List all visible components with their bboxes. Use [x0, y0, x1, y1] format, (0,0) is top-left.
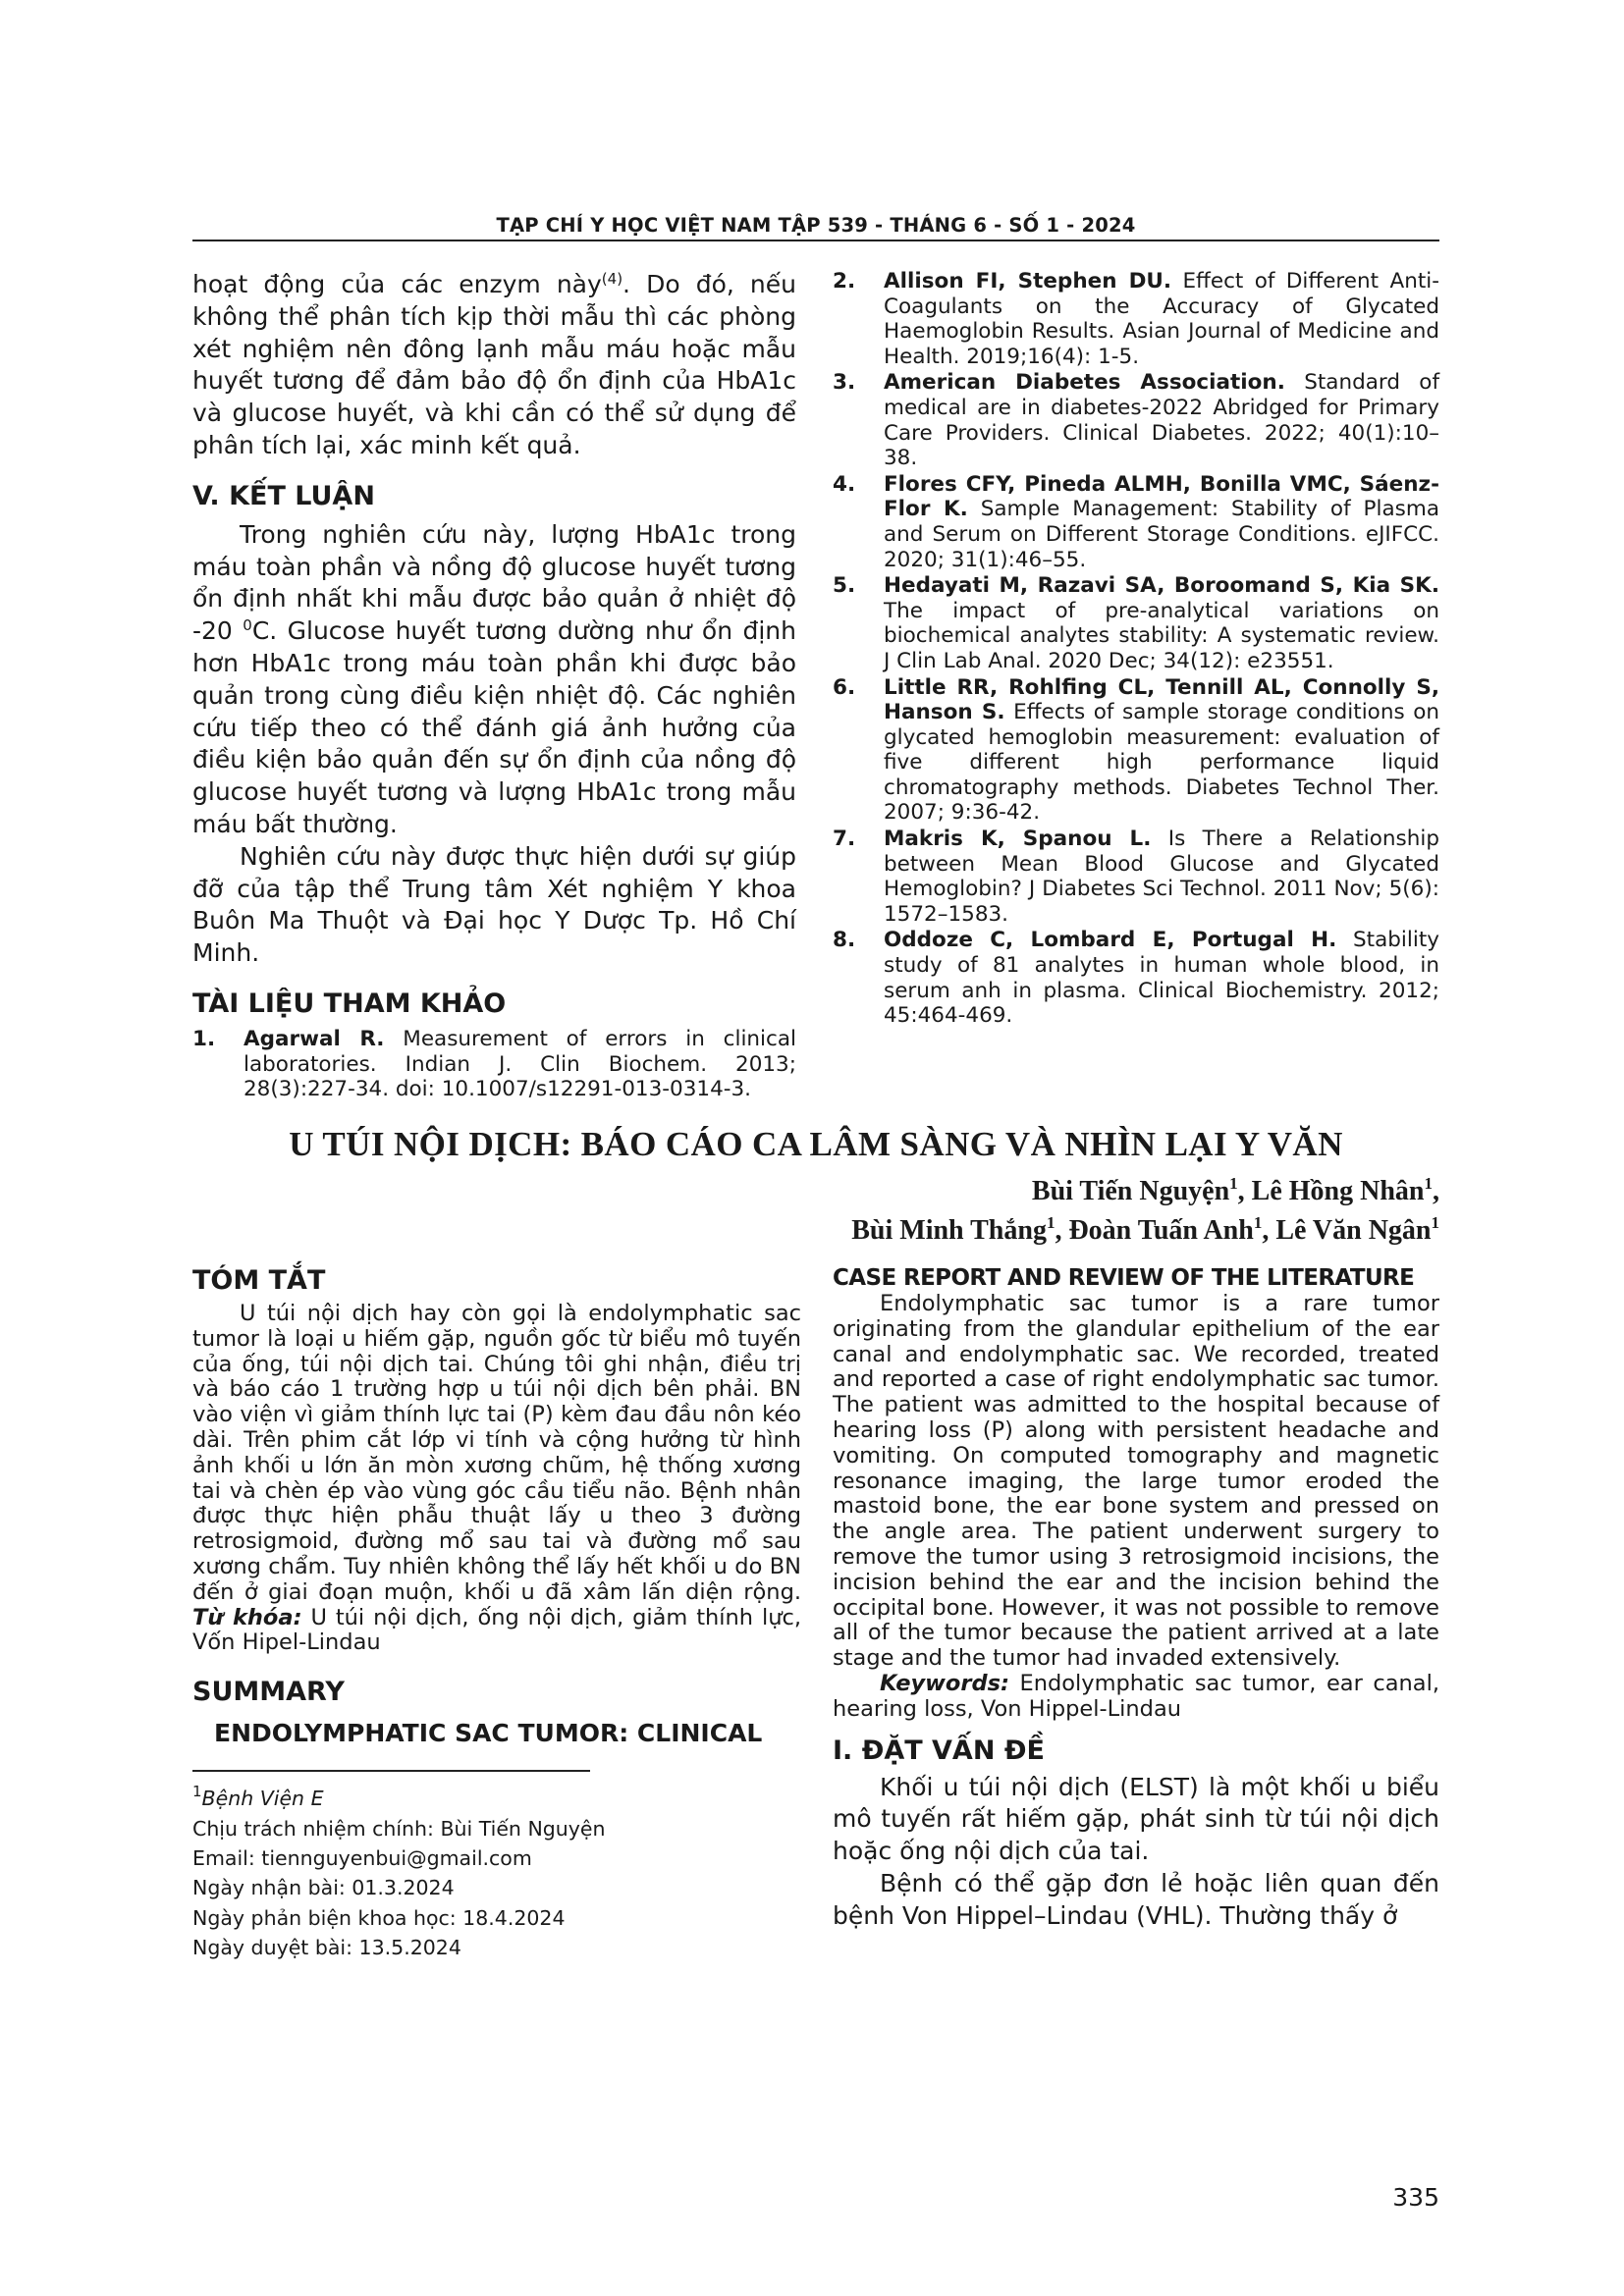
right-column-top — [833, 269, 1439, 1030]
authors-line-1 — [491, 1172, 1439, 1211]
references-heading: TÀI LIỆU THAM KHẢO — [192, 988, 507, 1019]
author-affiliation-mark: 1 — [1046, 1213, 1056, 1232]
reference-text: Effect of Different Anti-Coagulants on the Accuracy of Glycated Haemoglobin Results. Asian Journal of Medicine and Health. 2019;16(4): 1-5. — [884, 269, 1439, 369]
author-separator: , — [1055, 1215, 1069, 1246]
keywords-label: Từ khóa: — [192, 1604, 302, 1630]
page-number: 335 — [1392, 2183, 1439, 2212]
author-affiliation-mark: 1 — [1229, 1174, 1238, 1193]
author-affiliation-mark: 1 — [1253, 1213, 1263, 1232]
header-rule — [192, 240, 1439, 241]
author-name: Đoàn Tuấn Anh — [1068, 1215, 1254, 1246]
reference-item — [833, 827, 1439, 927]
reference-item — [833, 928, 1439, 1028]
keywords-label: Keywords: — [880, 1670, 1009, 1696]
footnote-received: Ngày nhận bài: 01.3.2024 — [192, 1876, 455, 1900]
left-column-top — [192, 269, 796, 1103]
affiliation-text: Bệnh Viện E — [201, 1787, 324, 1811]
reference-item — [833, 370, 1439, 470]
reference-authors: Makris K, Spanou L. — [884, 827, 1152, 852]
reference-text: Sample Management: Stability of Plasma and Serum on Different Storage Conditions. eJIFCC. 2020; 31(1):46–55. — [884, 497, 1439, 572]
conclusion-paragraph-1 — [192, 519, 796, 841]
introduction-paragraph-1: Khối u túi nội dịch (ELST) là một khối u biểu mô tuyến rất hiếm gặp, phát sinh từ túi nội dịch hoặc ống nội dịch của tai. — [833, 1772, 1439, 1866]
footnote-approved: Ngày duyệt bài: 13.5.2024 — [192, 1936, 461, 1960]
author-affiliation-mark: 1 — [1424, 1174, 1433, 1193]
left-column-bottom — [192, 1264, 801, 1963]
author-name: Lê Hồng Nhân — [1251, 1176, 1425, 1206]
abstract-text — [192, 1302, 801, 1656]
reference-authors: Little RR, Rohlfing CL, Tennill AL, Connolly S, Hanson S. — [884, 674, 1439, 725]
reference-text: Is There a Relationship between Mean Blood Glucose and Glycated Hemoglobin? J Diabetes Sci Technol. 2011 Nov; 5(6): 1572–1583. — [884, 827, 1439, 927]
reference-authors: Oddoze C, Lombard E, Portugal H. — [884, 928, 1337, 953]
summary-heading: SUMMARY — [192, 1677, 345, 1708]
reference-text: Measurement of errors in clinical laboratories. Indian J. Clin Biochem. 2013; 28(3):227-34. doi: 10.1007/s12291-013-0314-3. — [244, 1026, 796, 1102]
reference-authors: Agarwal R. — [244, 1026, 385, 1051]
summary-subtitle-continued: CASE REPORT AND REVIEW OF THE LITERATURE — [833, 1265, 1415, 1291]
author-separator: , — [1262, 1215, 1276, 1246]
summary-body: Endolymphatic sac tumor is a rare tumor originating from the glandular epithelium of the ear canal and endolymphatic sac. We recorded, treated and reported a case of right endolymphatic sac tumor. The patient was admitted to the hospital because of hearing loss (P) along with persistent headache and vomiting. On computed tomography and magnetic resonance imaging, the large tumor eroded the mastoid bone, the ear bone system and pressed on the angle area. The patient underwent surgery to remove the tumor using 3 retrosigmoid incisions, the incision behind the ear and the incision behind the occipital bone. However, it was not possible to remove all of the tumor because the patient arrived at a late stage and the tumor had invaded extensively. — [833, 1291, 1439, 1672]
conclusion-paragraph-2: Nghiên cứu này được thực hiện dưới sự giúp đỡ của tập thể Trung tâm Xét nghiệm Y khoa Buôn Ma Thuột và Đại học Y Dược Tp. Hồ Chí Minh. — [192, 841, 796, 968]
footnote-email: Email: tiennguyenbui@gmail.com — [192, 1845, 532, 1870]
reference-item — [833, 269, 1439, 369]
author-name: Bùi Minh Thắng — [851, 1215, 1047, 1246]
affiliation-mark: 1 — [192, 1783, 202, 1801]
para-text: . Do đó, nếu không thể phân tích kịp thời mẫu thì các phòng xét nghiệm nên đông lạnh mẫu máu hoặc mẫu huyết tương để đảm bảo độ ổn định của HbA1c và glucose huyết, và khi cần có thể sử dụng để phân tích lại, xác minh kết quả. — [192, 270, 797, 459]
right-column-bottom — [833, 1264, 1439, 1933]
keywords-list: U túi nội dịch, ống nội dịch, giảm thính lực, Vốn Hipel-Lindau — [192, 1604, 801, 1656]
para-text: hoạt động của các enzym này — [192, 270, 602, 298]
reference-authors: American Diabetes Association. — [884, 370, 1285, 396]
reference-number: 3. — [833, 370, 856, 396]
author-name: Lê Văn Ngân — [1275, 1215, 1432, 1246]
continued-paragraph — [192, 269, 796, 462]
footnote-affiliation — [192, 1784, 801, 1813]
reference-text: The impact of pre-analytical variations on biochemical analytes stability: A systematic review. J Clin Lab Anal. 2020 Dec; 34(12): e23551. — [884, 598, 1439, 673]
reference-authors: Flores CFY, Pineda ALMH, Bonilla VMC, Sáenz-Flor K. — [884, 471, 1439, 522]
author-affiliation-mark: 1 — [1431, 1213, 1439, 1232]
summary-text — [833, 1292, 1439, 1672]
reference-authors: Allison FI, Stephen DU. — [884, 269, 1172, 294]
author-separator: , — [1237, 1176, 1252, 1206]
author-name: Bùi Tiến Nguyện — [1031, 1176, 1230, 1206]
reference-number: 4. — [833, 471, 856, 497]
abstract-heading: TÓM TẮT — [192, 1265, 326, 1296]
reference-number: 7. — [833, 827, 856, 852]
reference-number: 1. — [192, 1026, 216, 1051]
introduction-heading: I. ĐẶT VẤN ĐỀ — [833, 1735, 1045, 1766]
footnote-reviewed: Ngày phản biện khoa học: 18.4.2024 — [192, 1905, 566, 1930]
summary-keywords — [833, 1672, 1439, 1723]
reference-text: Effects of sample storage conditions on glycated hemoglobin measurement: evaluation of five different high performance liquid chromatography methods. Diabetes Technol Ther. 2007; 9:36-42. — [884, 700, 1439, 826]
reference-number: 8. — [833, 928, 856, 953]
footnote-rule — [192, 1770, 590, 1772]
reference-text: Standard of medical are in diabetes-2022 Abridged for Primary Care Providers. Clinical Diabetes. 2022; 40(1):10–38. — [884, 370, 1440, 471]
reference-authors: Hedayati M, Razavi SA, Boroomand S, Kia SK. — [884, 573, 1439, 599]
summary-subtitle: ENDOLYMPHATIC SAC TUMOR: CLINICAL — [214, 1719, 763, 1748]
reference-item — [192, 1027, 796, 1102]
reference-text: Stability study of 81 analytes in human whole blood, in serum anh in plasma. Clinical Biochemistry. 2012; 45:464-469. — [884, 928, 1440, 1029]
citation-superscript: (4) — [601, 270, 623, 288]
para-text: C. Glucose huyết tương dường như ổn định hơn HbA1c trong máu toàn phần khi được bảo quản trong cùng điều kiện nhiệt độ. Các nghiên cứu tiếp theo có thể đánh giá ảnh hưởng của điều kiện bảo quản đến sự ổn định của nồng độ glucose huyết tương và lượng HbA1c trong mẫu máu bất thường. — [192, 616, 796, 838]
abstract-body: U túi nội dịch hay còn gọi là endolymphatic sac tumor là loại u hiếm gặp, nguồn gốc từ biểu mô tuyến của ống, túi nội dịch tai. Chúng tôi ghi nhận, điều trị và báo cáo 1 trường hợp u túi nội dịch bên phải. BN vào viện vì giảm thính lực tai (P) kèm đau đầu nôn kéo dài. Trên phim cắt lớp vi tính và cộng hưởng từ hình ảnh khối u lớn ăn mòn xương chũm, hệ thống xương tai và chèn ép vào vùng góc cầu tiểu não. Bệnh nhân được thực hiện phẫu thuật lấy u theo 3 đường retrosigmoid, đường mổ sau tai và đường mổ sau xương chẩm. Tuy nhiên không thể lấy hết khối u do BN đến ở giai đoạn muộn, khối u đã xâm lấn diện rộng. — [192, 1301, 801, 1605]
footnote-responsible: Chịu trách nhiệm chính: Bùi Tiến Nguyện — [192, 1816, 606, 1841]
article-title: U TÚI NỘI DỊCH: BÁO CÁO CA LÂM SÀNG VÀ NHÌN LẠI Y VĂN — [289, 1125, 1343, 1163]
keywords-list: Endolymphatic sac tumor, ear canal, hearing loss, Von Hippel-Lindau — [833, 1670, 1439, 1722]
reference-item — [833, 675, 1439, 827]
reference-number: 5. — [833, 573, 856, 599]
reference-number: 6. — [833, 674, 856, 700]
footnotes — [192, 1784, 801, 1962]
author-separator: , — [1433, 1176, 1439, 1206]
introduction-paragraph-2: Bệnh có thể gặp đơn lẻ hoặc liên quan đến bệnh Von Hippel–Lindau (VHL). Thường thấy ở — [833, 1868, 1439, 1930]
conclusion-heading: V. KẾT LUẬN — [192, 480, 375, 511]
authors-line-2 — [491, 1211, 1439, 1251]
degree-superscript: 0 — [243, 616, 252, 635]
article-authors — [491, 1172, 1439, 1251]
reference-number: 2. — [833, 269, 856, 294]
reference-item — [833, 472, 1439, 572]
reference-item — [833, 573, 1439, 673]
para-text: Trong nghiên cứu này, lượng HbA1c trong máu toàn phần và nồng độ glucose huyết tương ổn định nhất khi mẫu được bảo quản ở nhiệt độ -20 — [192, 519, 796, 646]
running-header: TẠP CHÍ Y HỌC VIỆT NAM TẬP 539 - THÁNG 6 - SỐ 1 - 2024 — [496, 214, 1136, 237]
